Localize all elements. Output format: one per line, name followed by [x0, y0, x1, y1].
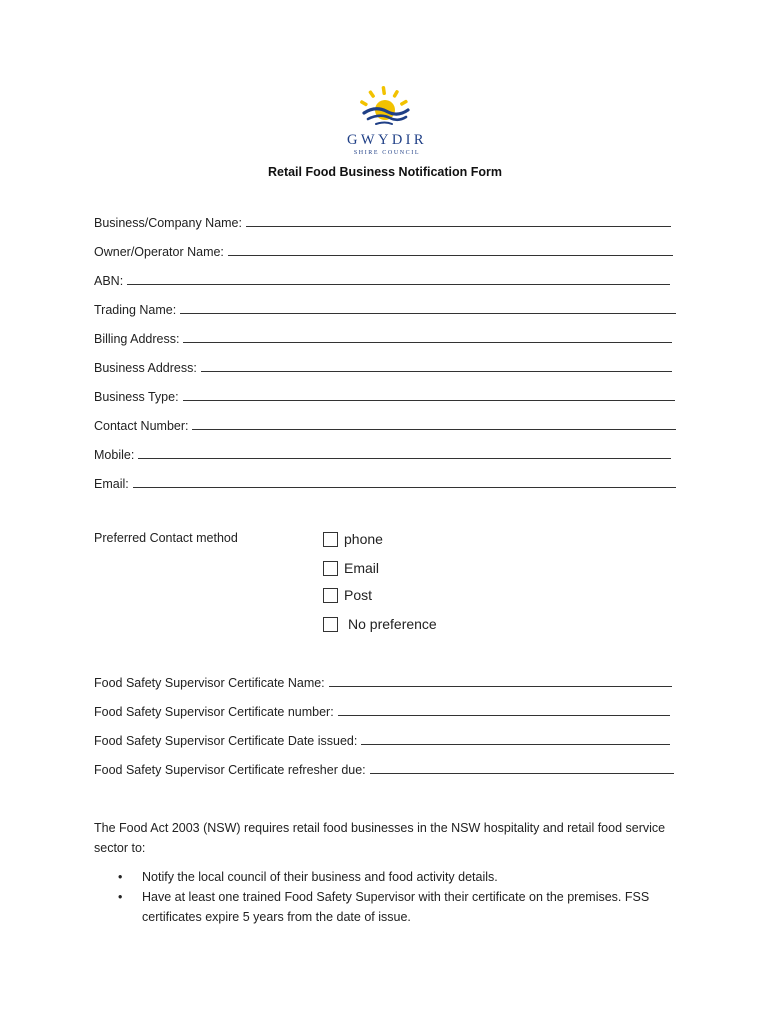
council-logo [0, 86, 770, 156]
preferred-contact-label: Preferred Contact method [94, 531, 238, 545]
input-line[interactable] [201, 371, 672, 372]
post-option-label: Post [344, 587, 373, 603]
phone-option[interactable] [323, 531, 383, 547]
bullet-icon: • [118, 890, 123, 904]
input-line[interactable] [329, 686, 672, 687]
bullet-icon: • [118, 870, 123, 884]
field-label: Food Safety Supervisor Certificate number: [94, 705, 334, 719]
field-label: Food Safety Supervisor Certificate refresher due: [94, 763, 366, 777]
field-label: Business Type: [94, 390, 179, 404]
abn-field[interactable] [94, 270, 670, 288]
email-field[interactable] [94, 473, 676, 491]
mobile-field[interactable] [94, 444, 671, 462]
field-label: Mobile: [94, 448, 135, 462]
requirements-list [118, 867, 678, 927]
input-line[interactable] [361, 744, 670, 745]
owner-operator-name-field[interactable] [94, 241, 673, 259]
logo-name: GWYDIR [346, 132, 427, 148]
list-item [118, 887, 678, 927]
input-line[interactable] [338, 715, 670, 716]
contact-number-field[interactable] [94, 415, 676, 433]
field-label: Email: [94, 477, 129, 491]
email-option-label: Email [344, 560, 380, 576]
field-label: Food Safety Supervisor Certificate Name: [94, 676, 325, 690]
field-label: Owner/Operator Name: [94, 245, 224, 259]
email-option[interactable] [323, 560, 379, 576]
field-label: Food Safety Supervisor Certificate Date issued: [94, 734, 358, 748]
input-line[interactable] [192, 429, 676, 430]
field-label: ABN: [94, 274, 124, 288]
field-label: Trading Name: [94, 303, 177, 317]
phone-checkbox[interactable] [323, 532, 338, 547]
food-act-paragraph: The Food Act 2003 (NSW) requires retail food businesses in the NSW hospitality and retail food service sector to: [94, 821, 666, 855]
billing-address-field[interactable] [94, 328, 672, 346]
field-label: Contact Number: [94, 419, 189, 433]
fss-cert-number-field[interactable] [94, 701, 670, 719]
sun-logo-icon [358, 86, 412, 130]
logo-subtitle: SHIRE COUNCIL [353, 150, 421, 156]
input-line[interactable] [246, 226, 671, 227]
field-label: Billing Address: [94, 332, 180, 346]
input-line[interactable] [133, 487, 676, 488]
business-address-field[interactable] [94, 357, 672, 375]
no-preference-checkbox[interactable] [323, 617, 338, 632]
no-preference-option-label: No preference [348, 616, 437, 632]
phone-option-label: phone [344, 531, 383, 547]
business-company-name-field[interactable] [94, 212, 671, 230]
list-item-text: Have at least one trained Food Safety Supervisor with their certificate on the premises. FSS certificates expire 5 years from the date of issue. [142, 890, 650, 924]
email-checkbox[interactable] [323, 561, 338, 576]
post-option[interactable] [323, 587, 372, 603]
fss-date-issued-field[interactable] [94, 730, 670, 748]
no-preference-option[interactable] [323, 616, 437, 632]
post-checkbox[interactable] [323, 588, 338, 603]
list-item-text: Notify the local council of their business and food activity details. [142, 870, 498, 884]
input-line[interactable] [370, 773, 674, 774]
input-line[interactable] [180, 313, 676, 314]
business-type-field[interactable] [94, 386, 675, 404]
field-label: Business/Company Name: [94, 216, 242, 230]
fss-cert-name-field[interactable] [94, 672, 672, 690]
field-label: Business Address: [94, 361, 197, 375]
trading-name-field[interactable] [94, 299, 676, 317]
form-title: Retail Food Business Notification Form [267, 165, 503, 179]
input-line[interactable] [183, 342, 672, 343]
input-line[interactable] [228, 255, 673, 256]
fss-refresher-due-field[interactable] [94, 759, 674, 777]
input-line[interactable] [127, 284, 670, 285]
input-line[interactable] [183, 400, 675, 401]
input-line[interactable] [138, 458, 671, 459]
list-item [118, 867, 678, 887]
